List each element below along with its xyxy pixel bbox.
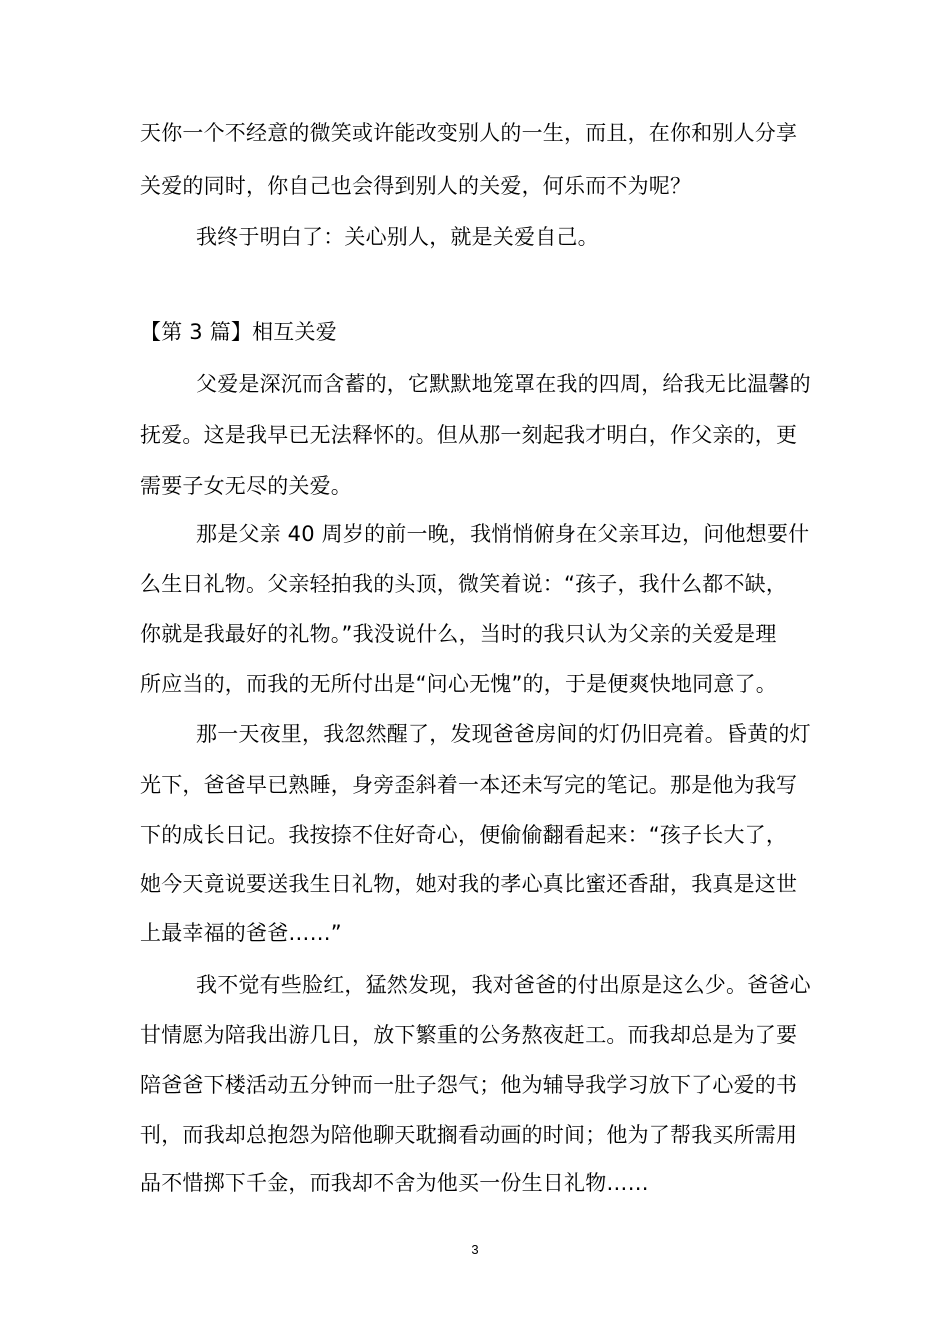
text-line: 甘情愿为陪我出游几日，放下繁重的公务熬夜赶工。而我却总是为了要: [140, 1023, 798, 1047]
text-line: 她今天竟说要送我生日礼物，她对我的孝心真比蜜还香甜，我真是这世: [140, 872, 798, 896]
text-line: 那一天夜里，我忽然醒了，发现爸爸房间的灯仍旧亮着。昏黄的灯: [196, 722, 811, 746]
text-line: 我不觉有些脸红，猛然发现，我对爸爸的付出原是这么少。爸爸心: [196, 973, 811, 997]
text-line: 品不惜掷下千金，而我却不舍为他买一份生日礼物……: [140, 1171, 649, 1195]
text-line: 么生日礼物。父亲轻拍我的头顶，微笑着说：“孩子，我什么都不缺，: [140, 572, 788, 596]
section-heading: 【第 3 篇】相互关爱: [140, 320, 337, 344]
text-line: 父爱是深沉而含蓄的，它默默地笼罩在我的四周，给我无比温馨的: [196, 372, 811, 396]
text-line: 所应当的，而我的无所付出是“问心无愧”的，于是便爽快地同意了。: [140, 672, 777, 696]
text-line: 抚爱。这是我早已无法释怀的。但从那一刻起我才明白，作父亲的，更: [140, 423, 798, 447]
text-line: 刊，而我却总抱怨为陪他聊天耽搁看动画的时间；他为了帮我买所需用: [140, 1123, 798, 1147]
text-line: 关爱的同时，你自己也会得到别人的关爱，何乐而不为呢？: [140, 174, 692, 198]
text-line: 上最幸福的爸爸……”: [140, 921, 342, 945]
text-line: 光下，爸爸早已熟睡，身旁歪斜着一本还未写完的笔记。那是他为我写: [140, 773, 798, 797]
text-line: 我终于明白了：关心别人，就是关爱自己。: [196, 225, 599, 249]
text-line: 下的成长日记。我按捺不住好奇心，便偷偷翻看起来：“孩子长大了，: [140, 823, 788, 847]
page-number: 3: [471, 1242, 479, 1257]
text-line: 你就是我最好的礼物。”我没说什么，当时的我只认为父亲的关爱是理: [140, 622, 777, 646]
text-line: 那是父亲 40 周岁的前一晚，我悄悄俯身在父亲耳边，问他想要什: [196, 522, 810, 546]
text-line: 需要子女无尽的关爱。: [140, 474, 352, 498]
text-line: 天你一个不经意的微笑或许能改变别人的一生，而且，在你和别人分享: [140, 121, 798, 145]
text-line: 陪爸爸下楼活动五分钟而一肚子怨气；他为辅导我学习放下了心爱的书: [140, 1073, 798, 1097]
